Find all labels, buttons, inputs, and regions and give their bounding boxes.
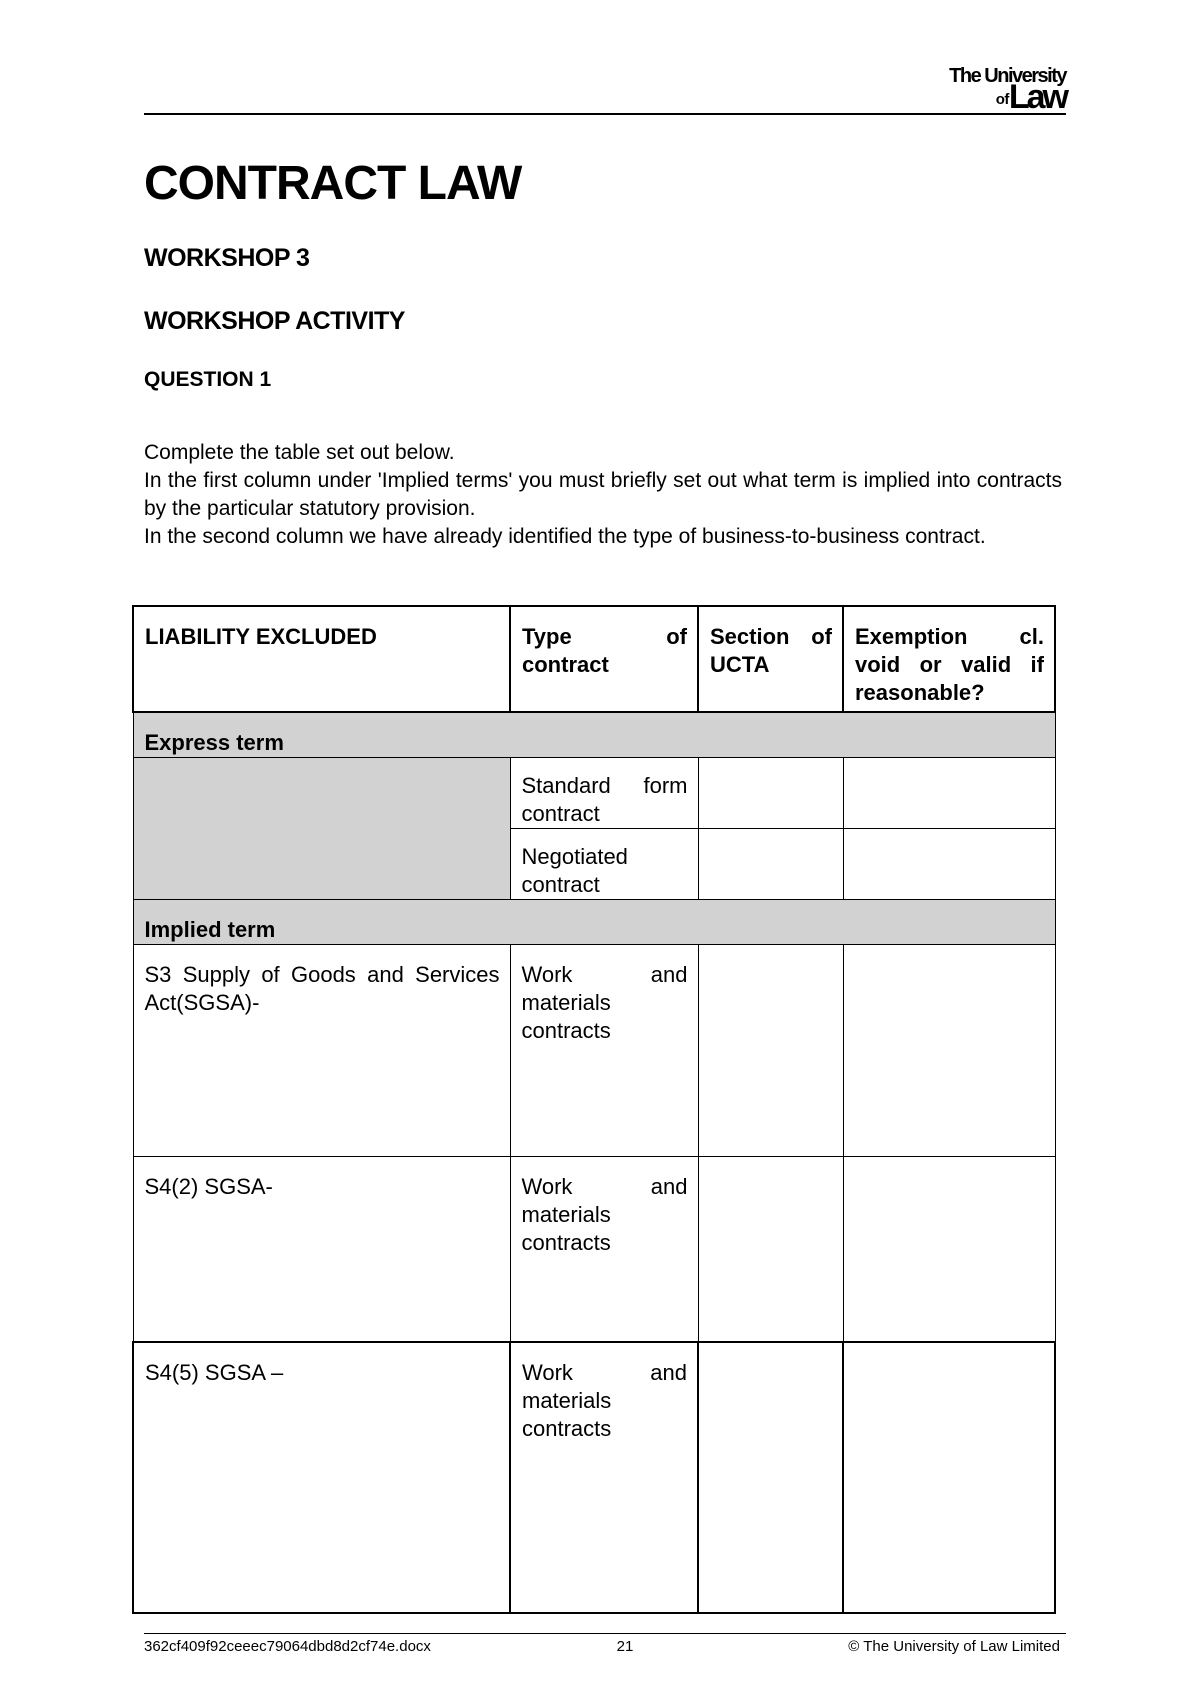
instructions (144, 439, 1062, 551)
logo-law: Law (1008, 78, 1066, 116)
ucta-section-cell[interactable] (698, 758, 843, 829)
instruction-line: In the first column under 'Implied terms' you must briefly set out what term is implied into contracts by the particular statutory provision. (144, 469, 1062, 520)
express-liability-cell (133, 758, 510, 900)
implied-term-row (133, 900, 1055, 945)
header-section-of-ucta: Section of UCTA (698, 606, 843, 712)
header-rule (144, 113, 1066, 115)
liability-cell: S4(5) SGSA – (133, 1342, 510, 1613)
table-header-row (133, 606, 1055, 712)
exemption-cell[interactable] (843, 758, 1055, 829)
ucta-section-cell[interactable] (698, 945, 843, 1157)
ucta-section-cell[interactable] (698, 1342, 843, 1613)
ucta-section-cell[interactable] (698, 1157, 843, 1343)
express-term-row (133, 712, 1055, 758)
header-type-of-contract: Type of contract (510, 606, 698, 712)
footer-copyright: © The University of Law Limited (848, 1638, 1060, 1655)
workshop-table (132, 605, 1056, 1614)
logo-line1: The University (949, 65, 1066, 87)
table-row (133, 1342, 1055, 1613)
type-cell: Work and materials contracts (510, 1342, 698, 1613)
table-row (133, 945, 1055, 1157)
footer-rule (144, 1633, 1066, 1634)
exemption-cell[interactable] (843, 1342, 1055, 1613)
liability-cell: S3 Supply of Goods and Services Act(SGSA)- (133, 945, 510, 1157)
type-cell: Negotiated contract (510, 829, 698, 900)
header-liability-excluded: LIABILITY EXCLUDED (133, 606, 510, 712)
header-exemption-clause: Exemption cl. void or valid if reasonable? (843, 606, 1055, 712)
instruction-line: In the second column we have already identified the type of business-to-business contract. (144, 525, 986, 548)
exemption-cell[interactable] (843, 829, 1055, 900)
footer-filename: 362cf409f92ceeec79064dbd8d2cf74e.docx (144, 1638, 431, 1655)
activity-heading: WORKSHOP ACTIVITY (144, 307, 405, 335)
type-cell: Standard form contract (510, 758, 698, 829)
table-row (133, 758, 1055, 829)
page-number: 21 (616, 1638, 634, 1655)
type-cell: Work and materials contracts (510, 945, 698, 1157)
table-row (133, 1157, 1055, 1343)
type-cell: Work and materials contracts (510, 1157, 698, 1343)
ucta-section-cell[interactable] (698, 829, 843, 900)
express-term-label: Express term (133, 712, 1055, 758)
exemption-cell[interactable] (843, 1157, 1055, 1343)
exemption-cell[interactable] (843, 945, 1055, 1157)
instruction-line: Complete the table set out below. (144, 441, 455, 464)
document-title: CONTRACT LAW (144, 157, 522, 210)
university-logo (949, 66, 1066, 114)
workshop-heading: WORKSHOP 3 (144, 244, 310, 272)
logo-of: of (995, 91, 1009, 108)
question-heading: QUESTION 1 (144, 368, 272, 391)
liability-cell: S4(2) SGSA- (133, 1157, 510, 1343)
implied-term-label: Implied term (133, 900, 1055, 945)
